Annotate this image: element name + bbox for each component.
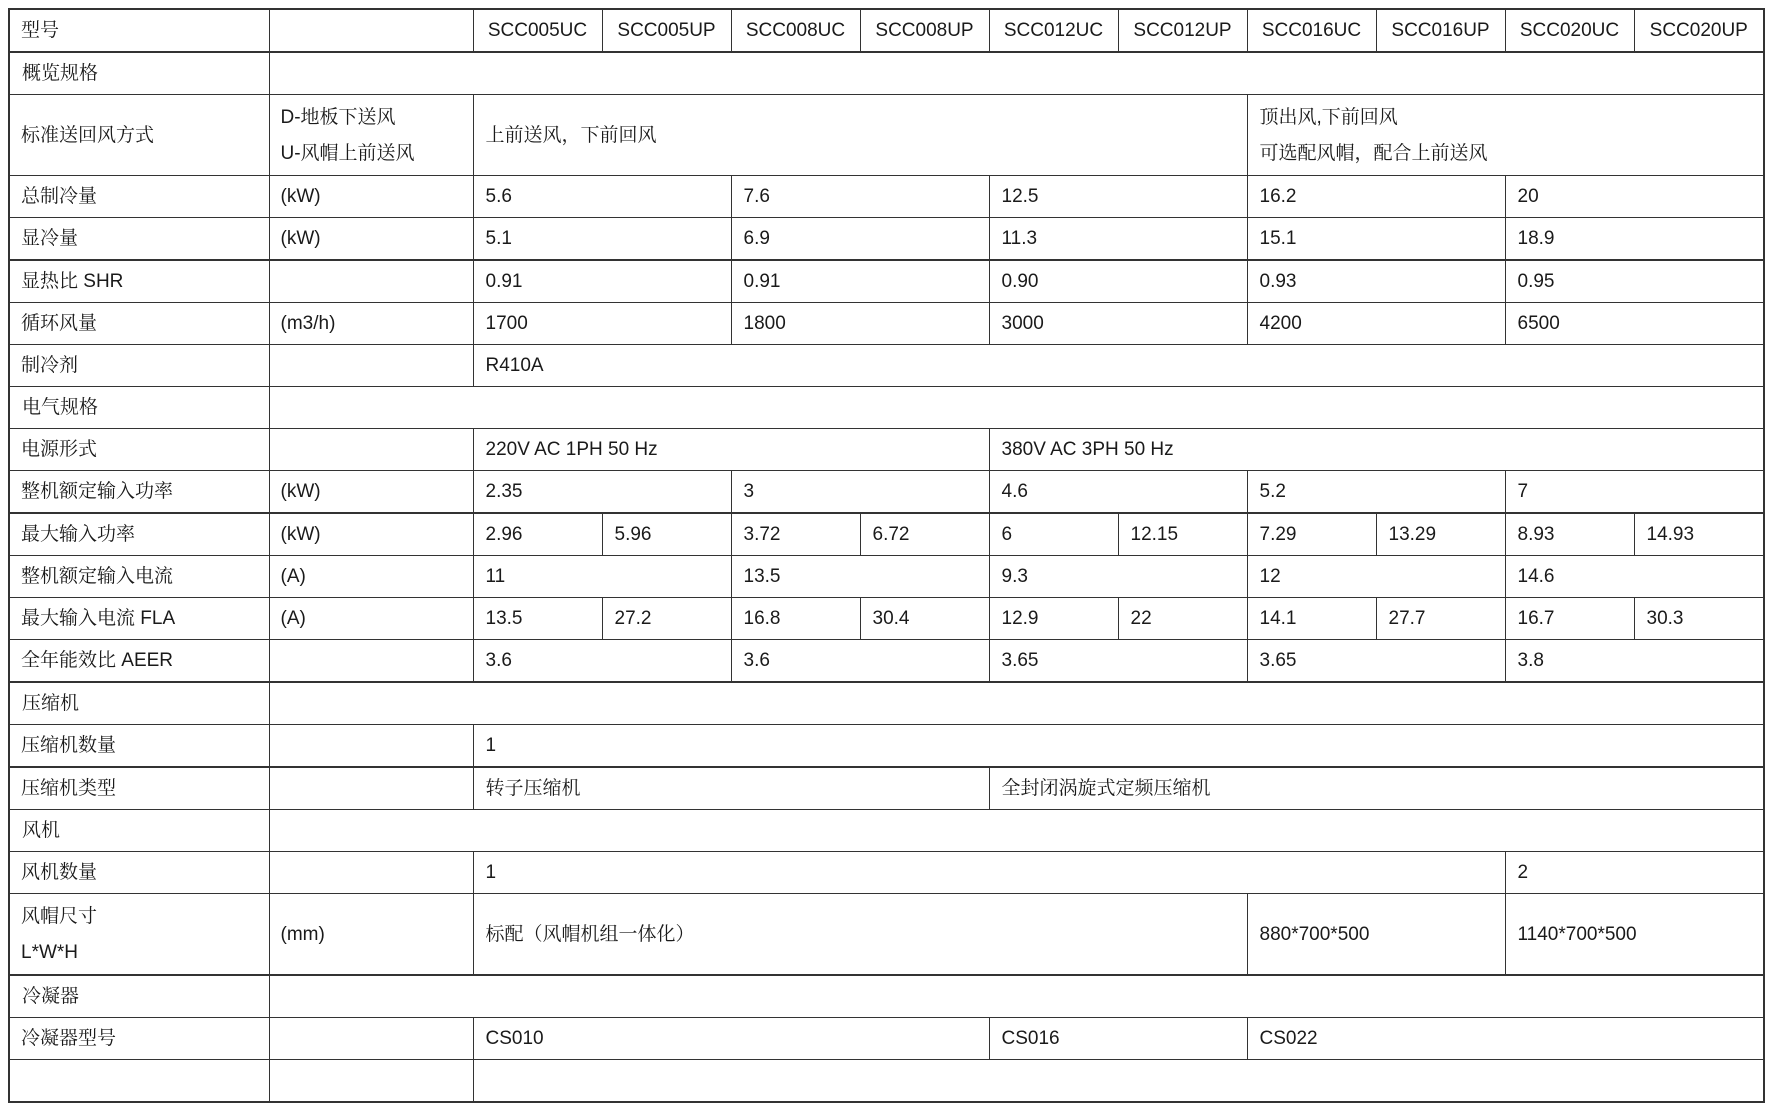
label-cell: 风帽尺寸 L*W*H (9, 894, 269, 976)
label-cell: 压缩机数量 (9, 725, 269, 768)
label-cell: 总制冷量 (9, 176, 269, 218)
spec-table (8, 8, 1765, 1103)
value-cell: 12 (1247, 556, 1505, 598)
value-cell: 15.1 (1247, 218, 1505, 261)
value-cell: 220V AC 1PH 50 Hz (473, 429, 989, 471)
label-cell: 整机额定输入功率 (9, 471, 269, 514)
value-cell: 14.1 (1247, 598, 1376, 640)
value-cell: 12.15 (1118, 513, 1247, 556)
model-cell: SCC008UP (860, 9, 989, 52)
label-cell: 压缩机类型 (9, 767, 269, 810)
value-cell: 30.4 (860, 598, 989, 640)
label-cell: 风机数量 (9, 852, 269, 894)
model-cell: SCC012UP (1118, 9, 1247, 52)
value-cell: R410A (473, 345, 1764, 387)
unit-cell: (kW) (269, 176, 473, 218)
value-cell: 16.7 (1505, 598, 1634, 640)
value-cell: 6 (989, 513, 1118, 556)
row-compressor-type (9, 767, 1764, 810)
value-cell: 13.5 (731, 556, 989, 598)
value-cell: 16.2 (1247, 176, 1505, 218)
section-cell: 概览规格 (9, 52, 269, 95)
value-cell: 7.29 (1247, 513, 1376, 556)
value-cell (269, 387, 1764, 429)
value-cell: CS010 (473, 1018, 989, 1060)
value-cell: 7 (1505, 471, 1764, 514)
unit-cell: (kW) (269, 471, 473, 514)
value-cell: 12.9 (989, 598, 1118, 640)
row-total-cooling-capacity (9, 176, 1764, 218)
section-cell: 冷凝器 (9, 975, 269, 1018)
value-cell: 3000 (989, 303, 1247, 345)
model-cell: SCC005UC (473, 9, 602, 52)
spec-sheet-page (0, 8, 1764, 1050)
unit-cell (269, 345, 473, 387)
unit-cell: (kW) (269, 218, 473, 261)
value-cell: 27.2 (602, 598, 731, 640)
value-cell: 11.3 (989, 218, 1247, 261)
row-max-input-current-fla (9, 598, 1764, 640)
row-airflow-mode (9, 95, 1764, 176)
value-cell: 12.5 (989, 176, 1247, 218)
value-cell: 全封闭涡旋式定频压缩机 (989, 767, 1764, 810)
value-cell (473, 1060, 1764, 1103)
value-cell: 3.65 (989, 640, 1247, 683)
row-rated-input-power (9, 471, 1764, 514)
value-cell: 16.8 (731, 598, 860, 640)
value-cell: 6.9 (731, 218, 989, 261)
row-section-condenser (9, 975, 1764, 1018)
unit-cell: (A) (269, 598, 473, 640)
model-cell: SCC005UP (602, 9, 731, 52)
value-cell: 1700 (473, 303, 731, 345)
unit-cell: (mm) (269, 894, 473, 976)
label-cell: 电源形式 (9, 429, 269, 471)
label-cell: 型号 (9, 9, 269, 52)
value-cell: 3.8 (1505, 640, 1764, 683)
unit-cell (269, 9, 473, 52)
unit-cell (269, 1018, 473, 1060)
value-cell: 14.6 (1505, 556, 1764, 598)
value-cell: 0.95 (1505, 260, 1764, 303)
row-aeer (9, 640, 1764, 683)
value-cell: 5.96 (602, 513, 731, 556)
model-cell: SCC012UC (989, 9, 1118, 52)
value-cell (269, 52, 1764, 95)
label-cell (9, 1060, 269, 1103)
value-cell: 4.6 (989, 471, 1247, 514)
row-section-overview (9, 52, 1764, 95)
value-cell: 4200 (1247, 303, 1505, 345)
value-cell: 2 (1505, 852, 1764, 894)
value-cell: 880*700*500 (1247, 894, 1505, 976)
unit-cell: D-地板下送风 U-风帽上前送风 (269, 95, 473, 176)
section-cell: 压缩机 (9, 682, 269, 725)
row-section-compressor (9, 682, 1764, 725)
value-cell: 5.1 (473, 218, 731, 261)
label-cell: 最大输入功率 (9, 513, 269, 556)
label-cell: 循环风量 (9, 303, 269, 345)
value-cell: 18.9 (1505, 218, 1764, 261)
value-cell: 标配（风帽机组一体化） (473, 894, 1247, 976)
value-cell: 1 (473, 725, 1764, 768)
value-cell: 27.7 (1376, 598, 1505, 640)
value-cell: 380V AC 3PH 50 Hz (989, 429, 1764, 471)
row-section-fan (9, 810, 1764, 852)
row-fan-qty (9, 852, 1764, 894)
value-cell: 2.96 (473, 513, 602, 556)
label-cell: 整机额定输入电流 (9, 556, 269, 598)
row-partial-bottom-row (9, 1060, 1764, 1103)
value-cell: 0.93 (1247, 260, 1505, 303)
value-cell: 0.91 (473, 260, 731, 303)
label-cell: 冷凝器型号 (9, 1018, 269, 1060)
value-cell: 14.93 (1634, 513, 1764, 556)
value-cell: 3 (731, 471, 989, 514)
value-cell: 1140*700*500 (1505, 894, 1764, 976)
row-sensible-cooling-capacity (9, 218, 1764, 261)
label-cell: 制冷剂 (9, 345, 269, 387)
value-cell: 5.2 (1247, 471, 1505, 514)
row-hood-size (9, 894, 1764, 976)
model-cell: SCC008UC (731, 9, 860, 52)
model-cell: SCC020UP (1634, 9, 1764, 52)
label-cell: 显冷量 (9, 218, 269, 261)
row-shr (9, 260, 1764, 303)
label-cell: 标准送回风方式 (9, 95, 269, 176)
model-cell: SCC016UC (1247, 9, 1376, 52)
value-cell: CS016 (989, 1018, 1247, 1060)
model-cell: SCC020UC (1505, 9, 1634, 52)
section-cell: 风机 (9, 810, 269, 852)
row-section-electrical (9, 387, 1764, 429)
row-model-row (9, 9, 1764, 52)
label-cell: 全年能效比 AEER (9, 640, 269, 683)
value-cell: 顶出风,下前回风 可选配风帽，配合上前送风 (1247, 95, 1764, 176)
value-cell: 7.6 (731, 176, 989, 218)
value-cell: 3.65 (1247, 640, 1505, 683)
value-cell: 转子压缩机 (473, 767, 989, 810)
value-cell: 2.35 (473, 471, 731, 514)
value-cell: 0.90 (989, 260, 1247, 303)
value-cell: 6.72 (860, 513, 989, 556)
value-cell: 20 (1505, 176, 1764, 218)
unit-cell (269, 1060, 473, 1103)
unit-cell: (A) (269, 556, 473, 598)
unit-cell (269, 640, 473, 683)
value-cell: 1800 (731, 303, 989, 345)
row-compressor-qty (9, 725, 1764, 768)
row-condenser-model (9, 1018, 1764, 1060)
value-cell: CS022 (1247, 1018, 1764, 1060)
value-cell (269, 810, 1764, 852)
model-cell: SCC016UP (1376, 9, 1505, 52)
value-cell: 11 (473, 556, 731, 598)
label-cell: 显热比 SHR (9, 260, 269, 303)
unit-cell (269, 260, 473, 303)
row-power-supply (9, 429, 1764, 471)
unit-cell: (m3/h) (269, 303, 473, 345)
value-cell: 3.6 (473, 640, 731, 683)
value-cell: 0.91 (731, 260, 989, 303)
value-cell: 3.72 (731, 513, 860, 556)
unit-cell (269, 852, 473, 894)
value-cell: 3.6 (731, 640, 989, 683)
unit-cell: (kW) (269, 513, 473, 556)
value-cell: 9.3 (989, 556, 1247, 598)
row-max-input-power (9, 513, 1764, 556)
value-cell: 30.3 (1634, 598, 1764, 640)
label-cell: 最大输入电流 FLA (9, 598, 269, 640)
row-refrigerant (9, 345, 1764, 387)
row-rated-input-current (9, 556, 1764, 598)
value-cell: 6500 (1505, 303, 1764, 345)
value-cell (269, 682, 1764, 725)
value-cell: 上前送风，下前回风 (473, 95, 1247, 176)
value-cell: 22 (1118, 598, 1247, 640)
unit-cell (269, 429, 473, 471)
value-cell (269, 975, 1764, 1018)
value-cell: 13.5 (473, 598, 602, 640)
unit-cell (269, 767, 473, 810)
unit-cell (269, 725, 473, 768)
value-cell: 8.93 (1505, 513, 1634, 556)
row-air-volume (9, 303, 1764, 345)
value-cell: 13.29 (1376, 513, 1505, 556)
section-cell: 电气规格 (9, 387, 269, 429)
value-cell: 5.6 (473, 176, 731, 218)
value-cell: 1 (473, 852, 1505, 894)
